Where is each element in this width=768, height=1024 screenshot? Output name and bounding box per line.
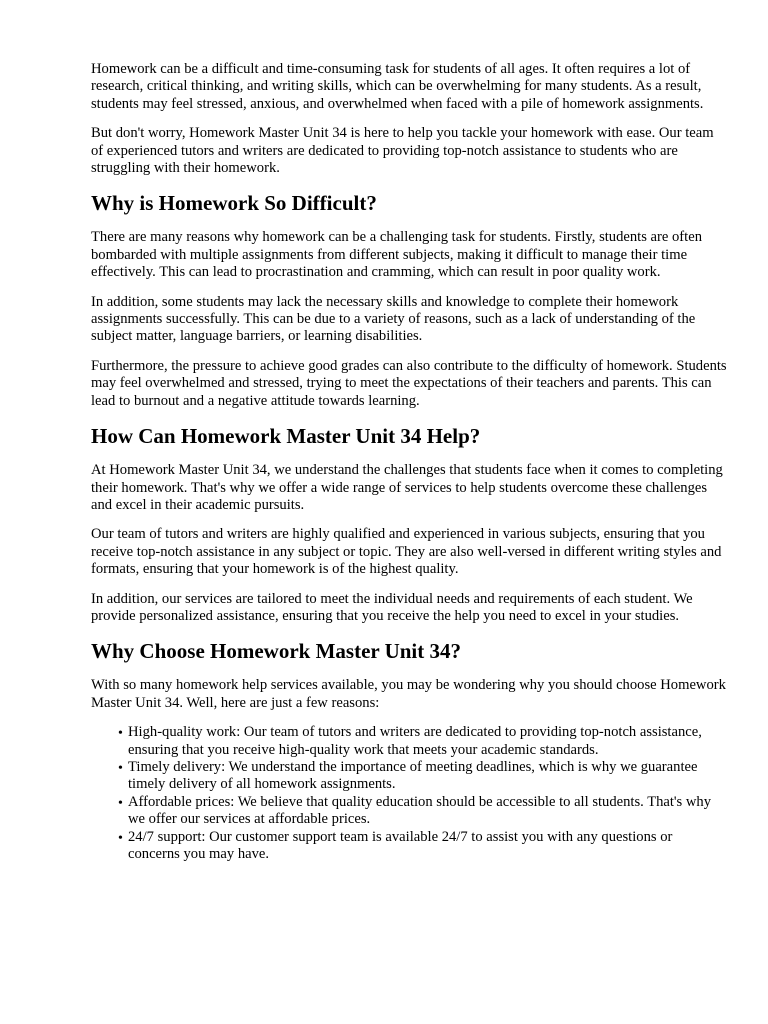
- bullet-icon: •: [118, 760, 123, 776]
- why-difficult-paragraph-3: Furthermore, the pressure to achieve good grades can also contribute to the difficulty of homework. Students may feel overwhelmed and stressed, trying to meet the expectations of their teachers and parents. This can lead to burnout and a negative attitude towards learning.: [91, 357, 727, 409]
- list-item-text: Timely delivery: We understand the importance of meeting deadlines, which is why we guarantee timely delivery of all homework assignments.: [128, 758, 698, 793]
- how-help-paragraph-1: At Homework Master Unit 34, we understand the challenges that students face when it comes to completing their homework. That's why we offer a wide range of services to help students overcome these challenges and excel in their academic pursuits.: [91, 462, 723, 513]
- why-difficult-paragraph-2: In addition, some students may lack the necessary skills and knowledge to complete their homework assignments successfully. This can be due to a variety of reasons, such as a lack of understanding of the subject matter, language barriers, or learning disabilities.: [91, 293, 696, 345]
- list-item: [118, 793, 727, 829]
- document-page: [91, 61, 727, 863]
- section-heading-how-help: How Can Homework Master Unit 34 Help?: [91, 424, 481, 449]
- section-heading-why-difficult: Why is Homework So Difficult?: [91, 191, 377, 216]
- intro-paragraph-2: But don't worry, Homework Master Unit 34 is here to help you tackle your homework with ease. Our team of experienced tutors and writers are dedicated to providing top-notch assistance to students who are struggling with their homework.: [91, 125, 714, 177]
- how-help-paragraph-3: In addition, our services are tailored to meet the individual needs and requirements of each student. We provide personalized assistance, ensuring that you receive the help you need to excel in your studies.: [91, 590, 693, 624]
- bullet-icon: •: [118, 726, 123, 742]
- list-item-text: 24/7 support: Our customer support team is available 24/7 to assist you with any questions or concerns you may have.: [128, 828, 673, 862]
- reasons-list: [91, 724, 727, 863]
- intro-paragraph-1: Homework can be a difficult and time-consuming task for students of all ages. It often requires a lot of research, critical thinking, and writing skills, which can be overwhelming for many students. As a result, students may feel stressed, anxious, and overwhelmed when faced with a pile of homework assignments.: [91, 61, 704, 112]
- list-item: [118, 724, 727, 759]
- how-help-paragraph-2: Our team of tutors and writers are highly qualified and experienced in various subjects, ensuring that you receive top-notch assistance in any subject or topic. They are also well-versed in different writing styles and formats, ensuring that your homework is of the highest quality.: [91, 526, 722, 578]
- list-item-text: High-quality work: Our team of tutors and writers are dedicated to providing top-notch assistance, ensuring that you receive high-quality work that meets your academic standards.: [128, 724, 702, 758]
- bullet-icon: •: [118, 795, 123, 811]
- list-item: [118, 828, 727, 864]
- bullet-icon: •: [118, 830, 123, 846]
- section-heading-why-choose: Why Choose Homework Master Unit 34?: [91, 639, 462, 664]
- list-item-text: Affordable prices: We believe that quality education should be accessible to all students. That's why we offer our services at affordable prices.: [128, 793, 712, 828]
- why-difficult-paragraph-1: There are many reasons why homework can be a challenging task for students. Firstly, students are often bombarded with multiple assignments from different subjects, making it difficult to manage their time effectively. This can lead to procrastination and cramming, which can result in poor quality work.: [91, 229, 702, 281]
- why-choose-paragraph-1: With so many homework help services available, you may be wondering why you should choose Homework Master Unit 34. Well, here are just a few reasons:: [91, 677, 726, 711]
- list-item: [118, 758, 727, 794]
